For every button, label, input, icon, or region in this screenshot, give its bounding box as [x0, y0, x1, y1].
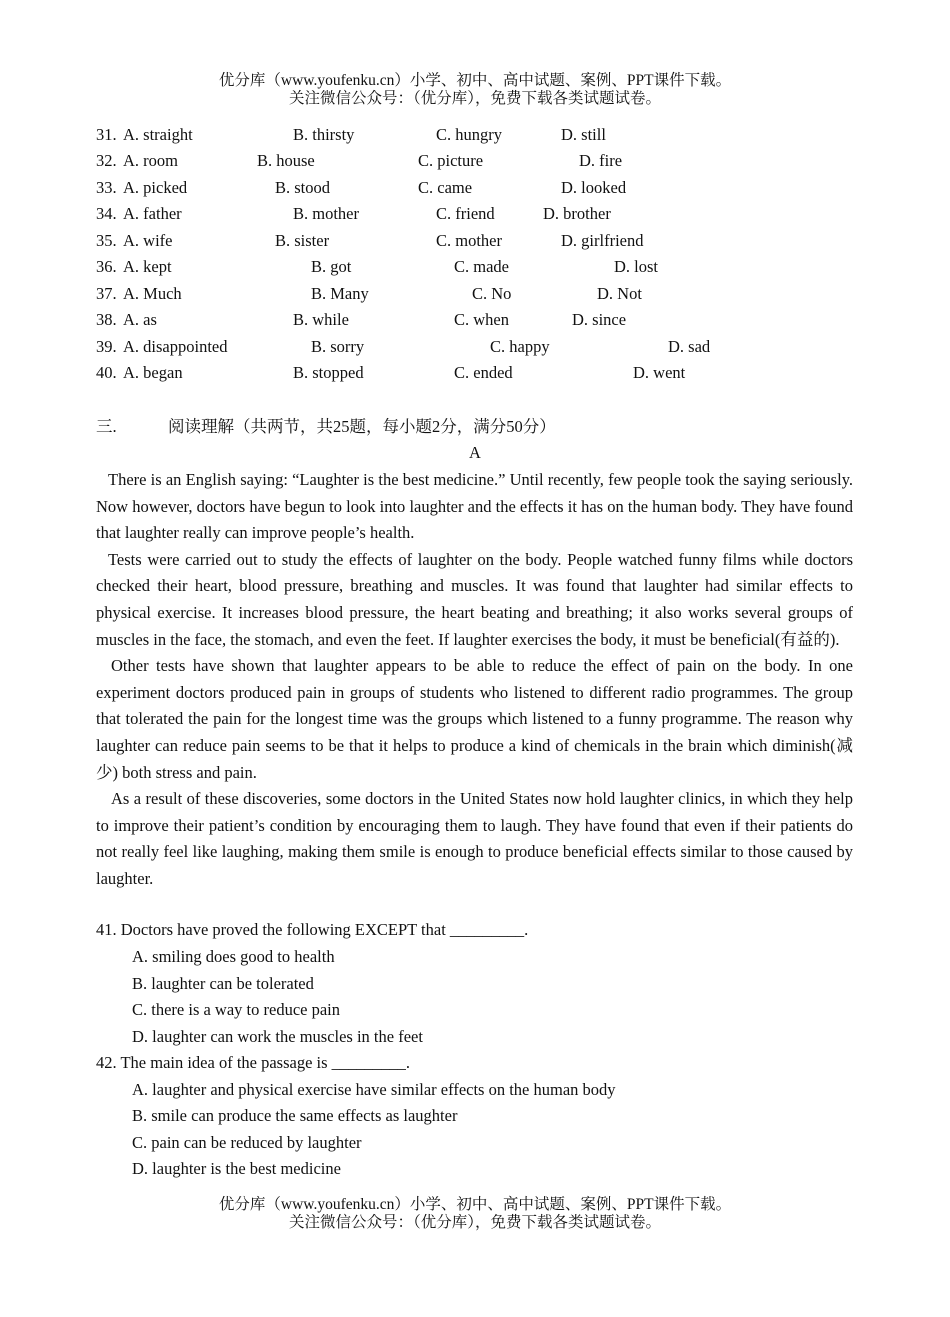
- option-d: D. fire: [579, 151, 623, 170]
- passage-paragraph-3: Other tests have shown that laughter appears to be able to reduce the effect of pain on the body. In one experiment doctors produced pain in groups of students who listened to different radio programmes. The group that tolerated the pain for the longest time was the groups which listened to a funny programme. The reason why laughter can reduce pain seems to be that it helps to produce a kind of chemicals in the brain which diminish(减少) both stress and pain.: [96, 656, 853, 782]
- option-b: B. sister: [275, 231, 330, 250]
- option-c: C. when: [454, 310, 509, 329]
- option-a: A. wife: [123, 231, 173, 250]
- passage-label: A: [469, 443, 481, 462]
- option-c: C. came: [418, 178, 473, 197]
- cloze-number: 31.: [96, 125, 117, 144]
- option-d: D. went: [633, 363, 686, 382]
- option-b: B. house: [257, 151, 315, 170]
- question-41-stem: 41. Doctors have proved the following EXCEPT that _________.: [96, 920, 529, 939]
- cloze-number: 32.: [96, 151, 117, 170]
- header-line-1: 优分库（www.youfenku.cn）小学、初中、高中试题、案例、PPT课件下载。: [218, 72, 732, 89]
- option-c: C. ended: [454, 363, 513, 382]
- option-b: B. stood: [275, 178, 331, 197]
- section-title: 阅读理解（共两节，共25题，每小题2分，满分50分）: [168, 417, 556, 436]
- cloze-number: 38.: [96, 310, 117, 329]
- passage-paragraph-4: As a result of these discoveries, some doctors in the United States now hold laughter clinics, in which they help to improve their patient’s condition by encouraging them to laugh. They have found that even if their patients do not really feel like laughing, making them smile is enough to produce beneficial effects similar to those caused by laughter.: [96, 789, 853, 888]
- option-d: D. still: [561, 125, 606, 144]
- option-a: A. as: [123, 310, 157, 329]
- option-a: A. picked: [123, 178, 188, 197]
- question-41-option-c: C. there is a way to reduce pain: [132, 1000, 341, 1019]
- cloze-number: 33.: [96, 178, 117, 197]
- page-footer: [0, 1196, 950, 1232]
- option-a: A. disappointed: [123, 337, 228, 356]
- option-c: C. happy: [490, 337, 550, 356]
- option-c: C. friend: [436, 204, 495, 223]
- section-number: 三.: [96, 417, 117, 436]
- option-c: C. hungry: [436, 125, 502, 144]
- reading-passage: [96, 467, 853, 893]
- question-42-option-d: D. laughter is the best medicine: [132, 1159, 341, 1178]
- option-d: D. girlfriend: [561, 231, 644, 250]
- cloze-number: 36.: [96, 257, 117, 276]
- option-c: C. picture: [418, 151, 484, 170]
- option-c: C. mother: [436, 231, 502, 250]
- question-41-option-a: A. smiling does good to health: [132, 947, 335, 966]
- option-d: D. lost: [614, 257, 659, 276]
- option-a: A. Much: [123, 284, 182, 303]
- option-b: B. stopped: [293, 363, 364, 382]
- question-41-option-d: D. laughter can work the muscles in the feet: [132, 1027, 423, 1046]
- footer-line-1: 优分库（www.youfenku.cn）小学、初中、高中试题、案例、PPT课件下载。: [218, 1196, 732, 1213]
- option-b: B. got: [311, 257, 352, 276]
- question-42-option-a: A. laughter and physical exercise have similar effects on the human body: [132, 1080, 616, 1099]
- passage-paragraph-2: Tests were carried out to study the effects of laughter on the body. People watched funny films while doctors checked their heart, blood pressure, breathing and muscles. It was found that laughter had similar effects to physical exercise. It increases blood pressure, the heart beating and breathing; it also works several groups of muscles in the face, the stomach, and even the feet. If laughter exercises the body, it must be beneficial(有益的).: [96, 549, 853, 649]
- cloze-number: 40.: [96, 363, 117, 382]
- option-c: C. made: [454, 257, 509, 276]
- question-42-stem: 42. The main idea of the passage is _________.: [96, 1053, 411, 1072]
- option-d: D. Not: [597, 284, 642, 303]
- option-c: C. No: [472, 284, 512, 303]
- option-d: D. brother: [543, 204, 611, 223]
- passage-paragraph-1: There is an English saying: “Laughter is the best medicine.” Until recently, few people took the saying seriously. Now however, doctors have begun to look into laughter and the effects it has on the human body. They have found that laughter really can improve people’s health.: [96, 470, 853, 543]
- page-header: [0, 72, 950, 108]
- option-a: A. kept: [123, 257, 172, 276]
- option-b: B. Many: [311, 284, 369, 303]
- cloze-number: 37.: [96, 284, 117, 303]
- header-line-2: 关注微信公众号：（优分库），免费下载各类试题试卷。: [288, 90, 661, 107]
- cloze-number: 35.: [96, 231, 117, 250]
- option-a: A. room: [123, 151, 178, 170]
- question-42-option-c: C. pain can be reduced by laughter: [132, 1133, 362, 1152]
- option-b: B. thirsty: [293, 125, 355, 144]
- option-a: A. straight: [123, 125, 193, 144]
- footer-line-2: 关注微信公众号：（优分库），免费下载各类试题试卷。: [288, 1214, 661, 1231]
- question-42-option-b: B. smile can produce the same effects as laughter: [132, 1106, 458, 1125]
- option-a: A. began: [123, 363, 183, 382]
- cloze-number: 34.: [96, 204, 117, 223]
- option-d: D. since: [572, 310, 627, 329]
- question-41-option-b: B. laughter can be tolerated: [132, 974, 314, 993]
- option-d: D. sad: [668, 337, 711, 356]
- option-b: B. mother: [293, 204, 359, 223]
- section-heading: [96, 414, 556, 440]
- option-b: B. sorry: [311, 337, 365, 356]
- option-a: A. father: [123, 204, 182, 223]
- option-d: D. looked: [561, 178, 627, 197]
- option-b: B. while: [293, 310, 349, 329]
- cloze-number: 39.: [96, 337, 117, 356]
